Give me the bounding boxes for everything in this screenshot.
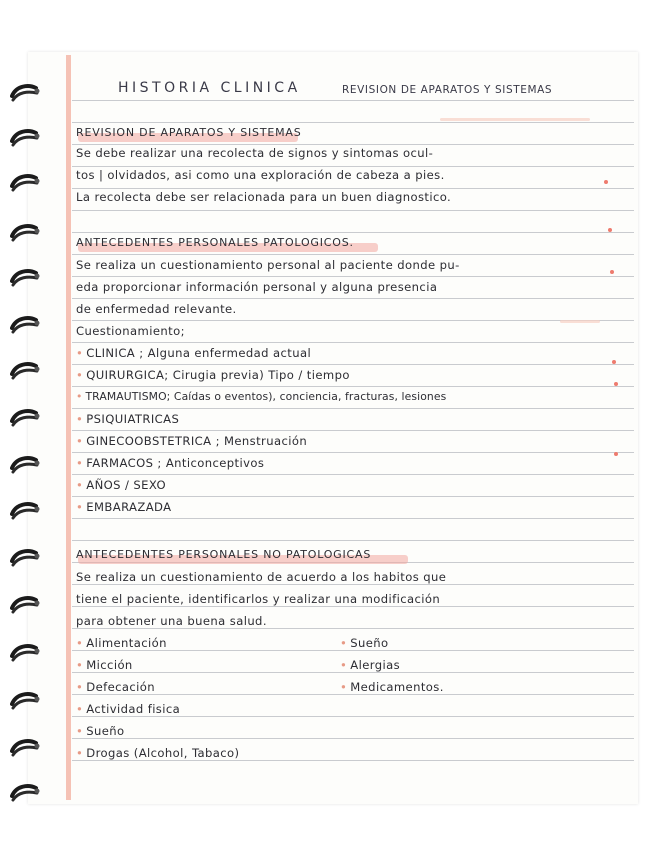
spiral-ring	[10, 547, 40, 569]
list-item: • GINECOOBSTETRICA ; Menstruación	[76, 432, 307, 450]
ruled-line	[72, 518, 634, 519]
spiral-ring	[10, 500, 40, 522]
list-label: Cuestionamiento;	[76, 324, 185, 338]
list-item: • QUIRURGICA; Cirugia previa) Tipo / tiempo	[76, 366, 350, 384]
ruled-line	[72, 342, 634, 343]
ruled-line	[72, 254, 634, 255]
spiral-ring	[10, 690, 40, 712]
ruled-line	[72, 738, 634, 739]
list-item: • Drogas (Alcohol, Tabaco)	[76, 744, 239, 762]
pink-dot	[608, 228, 612, 232]
ruled-line	[72, 452, 634, 453]
text-line: eda proporcionar información personal y alguna presencia	[76, 280, 438, 294]
text-line: Se realiza un cuestionamiento personal al paciente donde pu-	[76, 258, 460, 272]
ruled-line	[72, 540, 634, 541]
list-item: • Actividad fisica	[76, 700, 180, 718]
pink-dot	[614, 452, 618, 456]
section-heading-patologicos: ANTECEDENTES PERSONALES PATOLOGICOS.	[76, 236, 354, 249]
text-line: de enfermedad relevante.	[76, 302, 237, 316]
ruled-line	[72, 474, 634, 475]
list-item: • Medicamentos.	[340, 678, 444, 696]
page-subtitle: REVISION DE APARATOS Y SISTEMAS	[342, 84, 553, 96]
ruled-line	[72, 298, 634, 299]
text-line: Se realiza un cuestionamiento de acuerdo a los habitos que	[76, 570, 447, 584]
margin-line	[66, 55, 71, 800]
spiral-ring	[10, 360, 40, 382]
ruled-line	[72, 100, 634, 101]
spiral-ring	[10, 172, 40, 194]
ruled-line	[72, 232, 634, 233]
list-item: • Sueño	[340, 634, 389, 652]
faint-mark	[560, 320, 600, 323]
text-line: para obtener una buena salud.	[76, 614, 267, 628]
ruled-line	[72, 496, 634, 497]
section-heading-no-patologicas: ANTECEDENTES PERSONALES NO PATOLOGICAS	[76, 548, 372, 561]
spiral-ring	[10, 267, 40, 289]
spiral-ring	[10, 737, 40, 759]
section-heading-revision: REVISION DE APARATOS Y SISTEMAS	[76, 126, 302, 139]
spiral-binding	[6, 52, 66, 812]
ruled-line	[72, 430, 634, 431]
ruled-line	[72, 408, 634, 409]
ruled-line	[72, 320, 634, 321]
list-item: • EMBARAZADA	[76, 498, 172, 516]
list-item: • AÑOS / SEXO	[76, 476, 166, 494]
text-line: Se debe realizar una recolecta de signos y sintomas ocul-	[76, 146, 434, 160]
ruled-line	[72, 210, 634, 211]
spiral-ring	[10, 642, 40, 664]
page-title: HISTORIA CLINICA	[118, 80, 301, 96]
ruled-line	[72, 364, 634, 365]
pink-dot	[612, 360, 616, 364]
pink-dot	[614, 382, 618, 386]
faint-mark	[440, 118, 590, 121]
spiral-ring	[10, 454, 40, 476]
ruled-line	[72, 386, 634, 387]
spiral-ring	[10, 594, 40, 616]
list-item: • Defecación	[76, 678, 155, 696]
list-item: • FARMACOS ; Anticonceptivos	[76, 454, 264, 472]
spiral-ring	[10, 82, 40, 104]
list-item: • Micción	[76, 656, 133, 674]
text-line: tos | olvidados, asi como una exploración de cabeza a pies.	[76, 168, 445, 182]
ruled-line	[72, 276, 634, 277]
spiral-ring	[10, 314, 40, 336]
ruled-line	[72, 122, 634, 123]
spiral-ring	[10, 407, 40, 429]
list-item: • Alimentación	[76, 634, 167, 652]
spiral-ring	[10, 782, 40, 804]
list-item: • Sueño	[76, 722, 125, 740]
spiral-ring	[10, 127, 40, 149]
list-item: • CLINICA ; Alguna enfermedad actual	[76, 344, 311, 362]
text-line: tiene el paciente, identificarlos y realizar una modificación	[76, 592, 441, 606]
list-item: • TRAMAUTISMO; Caídas o eventos), conciencia, fracturas, lesiones	[76, 388, 446, 406]
spiral-ring	[10, 222, 40, 244]
pink-dot	[604, 180, 608, 184]
list-item: • PSIQUIATRICAS	[76, 410, 179, 428]
text-line: La recolecta debe ser relacionada para un buen diagnostico.	[76, 190, 452, 204]
pink-dot	[610, 270, 614, 274]
list-item: • Alergias	[340, 656, 400, 674]
